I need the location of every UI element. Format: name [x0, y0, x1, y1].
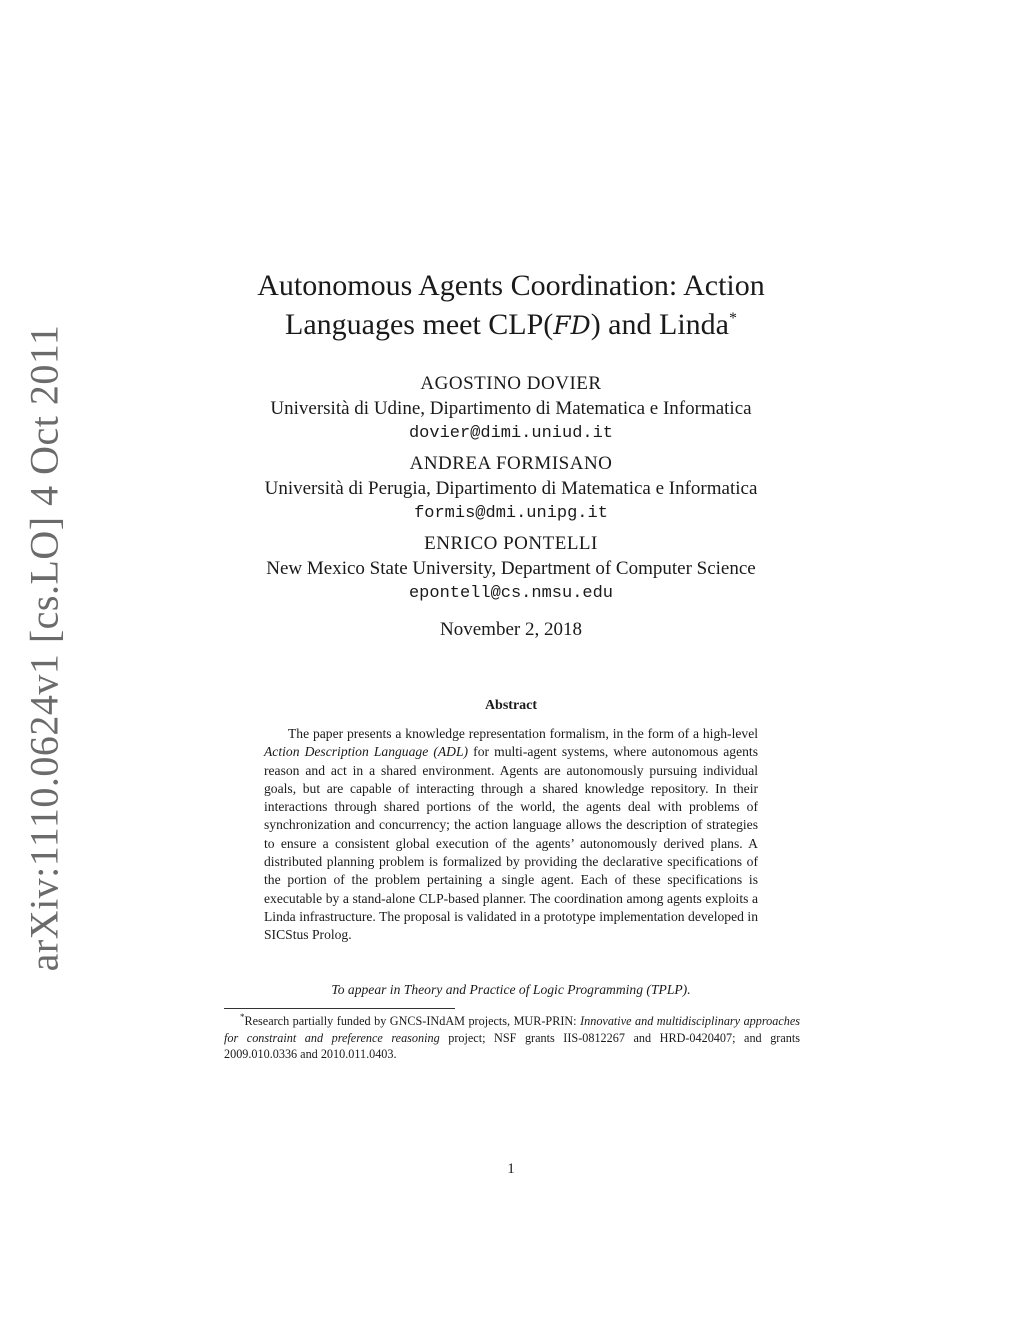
author-3 — [150, 531, 872, 606]
author-affiliation: Università di Udine, Dipartimento di Matematica e Informatica — [270, 398, 752, 419]
footnote-text-part-1: Research partially funded by GNCS-INdAM projects, MUR-PRIN: — [244, 1014, 581, 1028]
author-name: ENRICO PONTELLI — [424, 533, 598, 554]
title-line-2-prefix: Languages meet CLP( — [285, 308, 554, 341]
abstract-text-part-2: for multi-agent systems, where autonomous agents reason and act in a shared environment. Agents are autonomously pursuing individual goals, but are capable of interacting through a shared knowledge repository. In their interactions through shared portions of the world, the agents deal with problems of synchronization and concurrency; the action language allows the description of strategies to ensure a consistent global execution of the agents’ autonomously derived plans. A distributed planning problem is formalized by providing the declarative specifications of the portion of the problem pertaining a single agent. Each of these specifications is executable by a stand-alone CLP-based planner. The coordination among agents exploits a Linda infrastructure. The proposal is validated in a prototype implementation developed in SICStus Prolog. — [264, 744, 759, 943]
author-email: epontell@cs.nmsu.edu — [408, 584, 614, 603]
author-affiliation: Università di Perugia, Dipartimento di Matematica e Informatica — [264, 478, 758, 499]
footnote-divider — [224, 1008, 455, 1009]
author-2 — [150, 451, 872, 526]
footnote-text-part-2: project; NSF grants IIS-0812267 and HRD-0420407; and grants 2009.010.0336 and 2010.011.0403. — [224, 1030, 800, 1061]
title-line-1: Autonomous Agents Coordination: Action — [257, 269, 765, 302]
abstract-body — [264, 725, 758, 945]
publication-date: November 2, 2018 — [440, 619, 582, 640]
abstract-text-part-1: The paper presents a knowledge representation formalism, in the form of a high-level — [288, 726, 758, 741]
title-fd-symbol: FD — [553, 311, 591, 340]
author-email: dovier@dimi.uniud.it — [408, 424, 614, 443]
author-1 — [150, 371, 872, 446]
title-line-2 — [200, 305, 822, 345]
footnote-text-italic: Innovative and multidisciplinary approaches for constraint and preference reasoning — [224, 1014, 800, 1045]
author-email: formis@dmi.unipg.it — [414, 504, 608, 523]
author-name: ANDREA FORMISANO — [409, 453, 613, 474]
footnote — [224, 1013, 800, 1063]
footnote-mark: * — [240, 1011, 245, 1022]
page-number: 1 — [507, 1161, 515, 1177]
publication-note: To appear in Theory and Practice of Logic Programming (TPLP). — [331, 982, 691, 997]
abstract-text-italic: Action Description Language (ADL) — [264, 744, 469, 760]
abstract-heading: Abstract — [484, 698, 538, 713]
arxiv-identifier: arXiv:1110.0624v1 [cs.LO] 4 Oct 2011 — [21, 324, 67, 972]
arxiv-sidebar — [0, 0, 90, 1325]
author-affiliation: New Mexico State University, Department of Computer Science — [266, 558, 756, 579]
title-line-2-suffix: ) and Linda — [590, 308, 729, 341]
title-footnote-mark: * — [728, 310, 737, 327]
paper-title — [200, 266, 822, 345]
author-name: AGOSTINO DOVIER — [420, 373, 602, 394]
